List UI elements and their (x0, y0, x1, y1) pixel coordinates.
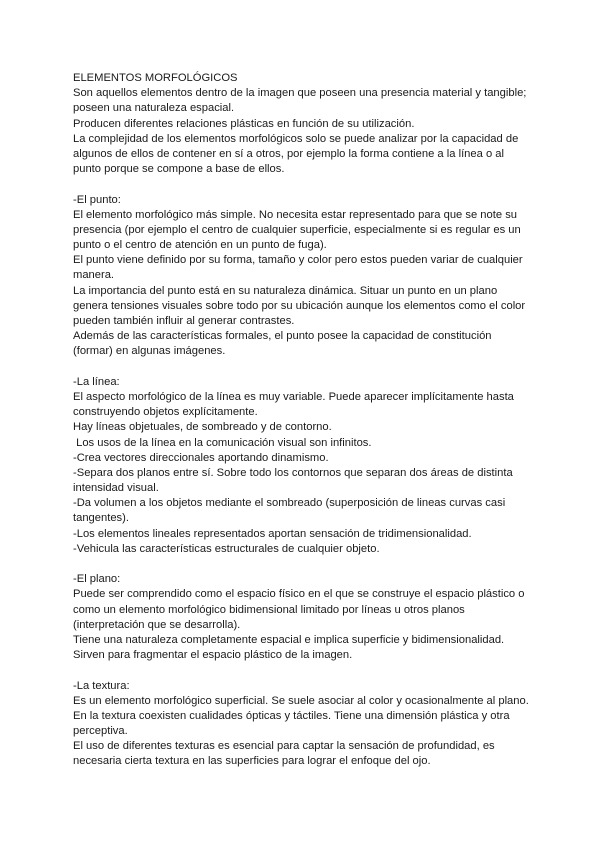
section-line: Tiene una naturaleza completamente espacial e implica superficie y bidimensionalidad. (73, 633, 505, 646)
section-line: -Vehicula las características estructurales de cualquier objeto. (73, 542, 380, 555)
section-line: -Da volumen a los objetos mediante el sombreado (superposición de lineas curvas casi (73, 497, 506, 510)
section-line: Hay líneas objetuales, de sombreado y de contorno. (73, 421, 332, 434)
document-page (73, 71, 593, 770)
section-line: punto o el centro de atención en un punto de fuga). (73, 239, 327, 252)
intro-line: punto porque se compone a base de ellos. (73, 163, 285, 176)
section-line: En la textura coexisten cualidades ópticas y táctiles. Tiene una dimensión plástica y otra (73, 709, 510, 722)
intro-line: Producen diferentes relaciones plásticas en función de su utilización. (73, 117, 415, 130)
intro-line: La complejidad de los elementos morfológicos solo se puede analizar por la capacidad de (73, 132, 519, 145)
section-line: Además de las características formales, el punto posee la capacidad de constitución (73, 330, 492, 343)
section-line: genera tensiones visuales sobre todo por su ubicación aunque los elementos como el color (73, 299, 526, 312)
section-line: construyendo objetos explícitamente. (73, 406, 258, 419)
section-line: -Los elementos lineales representados aportan sensación de tridimensionalidad. (73, 527, 472, 540)
section-line: necesaria cierta textura en las superficies para lograr el enfoque del ojo. (73, 755, 431, 768)
section-line: -Separa dos planos entre sí. Sobre todo los contornos que separan dos áreas de distinta (73, 466, 513, 479)
section-line: Puede ser comprendido como el espacio físico en el que se construye el espacio plástico o (73, 588, 525, 601)
section-line: El aspecto morfológico de la línea es muy variable. Puede aparecer implícitamente hasta (73, 390, 514, 403)
section-line: tangentes). (73, 512, 129, 525)
section-line: como un elemento morfológico bidimensional limitado por líneas u otros planos (73, 603, 465, 616)
section-line: perceptiva. (73, 725, 128, 738)
intro-line: Son aquellos elementos dentro de la imagen que poseen una presencia material y tangible; (73, 87, 527, 100)
spacer (73, 360, 593, 375)
section-line: -Crea vectores direccionales aportando dinamismo. (73, 451, 329, 464)
spacer (73, 663, 593, 678)
spacer (73, 177, 593, 192)
section-line: pueden también influir al generar contrastes. (73, 315, 295, 327)
spacer (73, 557, 593, 572)
section-heading-textura: -La textura: (73, 679, 130, 692)
section-heading-punto: -El punto: (73, 193, 121, 206)
intro-line: poseen una naturaleza espacial. (73, 102, 235, 115)
section-line: intensidad visual. (73, 482, 159, 495)
section-line: presencia (por ejemplo el centro de cualquier superficie, especialmente si es regular es un (73, 223, 521, 236)
section-heading-linea: -La línea: (73, 375, 120, 388)
intro-line: algunos de ellos de contener en sí a otros, por ejemplo la forma contiene a la línea o al (73, 147, 504, 160)
section-line: manera. (73, 269, 115, 282)
section-line: Sirven para fragmentar el espacio plástico de la imagen. (73, 649, 353, 662)
section-heading-plano: -El plano: (73, 573, 121, 586)
section-line: La importancia del punto está en su naturaleza dinámica. Situar un punto en un plano (73, 284, 498, 297)
section-line: (formar) en algunas imágenes. (73, 345, 226, 358)
section-line: Es un elemento morfológico superficial. Se suele asociar al color y ocasionalmente al plano. (73, 694, 529, 707)
document-title: ELEMENTOS MORFOLÓGICOS (73, 72, 238, 84)
section-line: Los usos de la línea en la comunicación visual son infinitos. (73, 436, 372, 449)
section-line: El uso de diferentes texturas es esencial para captar la sensación de profundidad, es (73, 740, 495, 753)
section-line: (interpretación que se desarrolla). (73, 618, 241, 631)
section-line: El punto viene definido por su forma, tamaño y color pero estos pueden variar de cualquier (73, 254, 523, 267)
section-line: El elemento morfológico más simple. No necesita estar representado para que se note su (73, 208, 518, 221)
